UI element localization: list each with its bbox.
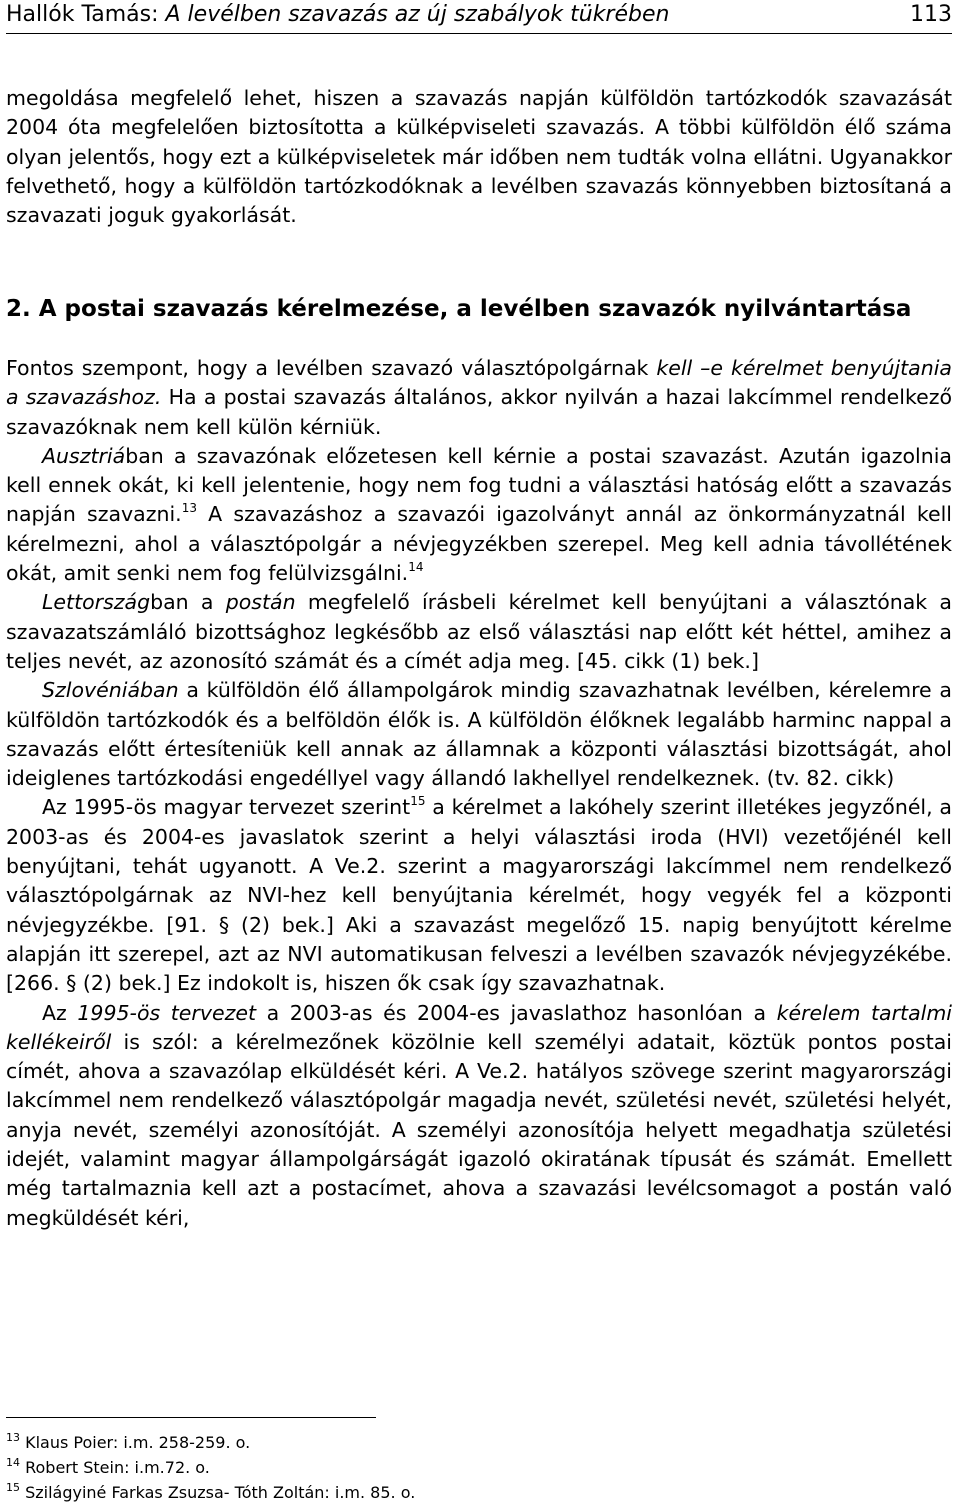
header-author: Hallók Tamás:: [6, 2, 159, 27]
footnote-13: [6, 1430, 415, 1455]
footnote-number: 13: [6, 1431, 20, 1444]
text-span: A szavazáshoz a szavazói igazolványt annál az önkormányzatnál kell kérelmezni, ahol a választópolgár a névjegyzékben szerepel. Meg kell adnia távollétének okát, amit senki nem fog felülvizsgálni.: [6, 502, 952, 586]
footnote-ref-15[interactable]: 15: [410, 794, 426, 809]
paragraph-latvia: [6, 588, 952, 676]
italic-span: 1995-ös tervezet: [77, 1000, 256, 1025]
italic-span: Ausztriá: [42, 443, 126, 468]
page-number: 113: [910, 2, 952, 27]
footnote-ref-14[interactable]: 14: [408, 560, 424, 575]
text-span: a 2003-as és 2004-es javaslathoz hasonlóan a: [256, 1000, 777, 1025]
footnote-text: Szilágyiné Farkas Zsuzsa- Tóth Zoltán: i.m. 85. o.: [25, 1483, 416, 1502]
section-heading: 2. A postai szavazás kérelmezése, a levélben szavazók nyilvántartása: [6, 296, 912, 322]
paragraph-hungarian-draft: [6, 793, 952, 998]
header-title: [6, 2, 669, 27]
paragraph-request: [6, 354, 952, 442]
intro-paragraph: megoldása megfelelő lehet, hiszen a szavazás napján külföldön tartózkodók szavazását 2004 óta megfelelően biztosította a külképviseleti szavazás. A többi külföldön élő száma olyan jelentős, hogy ezt a külképviseletek már időben nem tudták volna ellátni. Ugyanakkor felvethető, hogy a külföldön tartózkodóknak a levélben szavazás könnyebben biztosítaná a szavazati joguk gyakorlását.: [6, 86, 952, 228]
footnote-text: Klaus Poier: i.m. 258-259. o.: [25, 1433, 251, 1452]
text-span: ban a szavazónak előzetesen kell kérnie a postai szavazást. Azután igazolnia kell ennek okát, ki kell jelentenie, hogy nem fog tudni a választási hatóság előtt a szavazás napján szavazni.: [6, 443, 952, 527]
footnote-text: Robert Stein: i.m.72. o.: [25, 1458, 210, 1477]
text-span: Ha a postai szavazás általános, akkor nyilván a hazai lakcímmel rendelkező szavazóknak nem kell külön kérniük.: [6, 385, 953, 439]
italic-span: kérelem tartalmi kellékeiről: [6, 1000, 952, 1054]
intro-block: [6, 84, 952, 230]
text-span: Az: [42, 1000, 78, 1025]
text-span: Az 1995-ös magyar tervezet szerint: [42, 795, 411, 820]
footnote-ref-13[interactable]: 13: [181, 501, 197, 516]
footnote-separator: [6, 1417, 376, 1418]
italic-span: kell –e kérelmet benyújtania a szavazáshoz.: [6, 356, 952, 410]
text-span: Fontos szempont, hogy a levélben szavazó választópolgárnak: [6, 356, 657, 380]
footnote-number: 15: [6, 1481, 20, 1494]
paragraph-slovenia: [6, 676, 952, 793]
text-span: is szól: a kérelmezőnek közölnie kell személyi adatait, köztük pontos postai címét, ahova a szavazólap elküldését kéri. A Ve.2. hatályos szövege szerint magyarországi lakcímmel nem rendelkező választópolgár magadja nevét, születési nevét, születési helyét, anyja nevét, személyi azonosítóját. A személyi azonosítója helyett megadhatja születési idejét, valamint magyar állampolgárságát igazoló okiratának típusát és számát. Emellett még tartalmaznia kell azt a postacímet, ahova a szavazási levélcsomagot a postán való megküldését kéri,: [6, 1029, 952, 1230]
paragraph-austria: [6, 442, 952, 588]
footnote-15: [6, 1480, 415, 1505]
running-header: [6, 0, 952, 34]
footnote-14: [6, 1455, 415, 1480]
header-article-title: A levélben szavazás az új szabályok tükrében: [165, 2, 670, 27]
text-span: a kérelmet a lakóhely szerint illetékes jegyzőnél, a 2003-as és 2004-es javaslatok szerint a helyi választási iroda (HVI) vezetőjénél kell benyújtani, tehát ugyanott. A Ve.2. szerint a magyarországi lakcímmel nem rendelkező választópolgárnak az NVI-hez kell benyújtania kérelmét, hogy vegyék fel a központi névjegyzékbe. [91. § (2) bek.] Aki a szavazást megelőző 15. napig benyújtott kérelme alapján itt szerepel, azt az NVI automatikusan felveszi a levélben szavazók névjegyzékébe. [266. § (2) bek.] Ez indokolt is, hiszen ők csak így szavazhatnak.: [6, 795, 952, 996]
italic-span: Lettország: [42, 590, 151, 615]
text-span: a külföldön élő állampolgárok mindig szavazhatnak levélben, kérelemre a külföldön tartózkodók és a belföldön élők is. A külföldön élőknek legalább harminc nappal a szavazás előtt értesíteniük kell annak az államnak a központi választási bizottságát, ahol ideiglenes tartózkodási engedéllyel vagy állandó lakhellyel rendelkeznek. (tv. 82. cikk): [6, 678, 952, 791]
text-span: megfelelő írásbeli kérelmet kell benyújtani a választónak a szavazatszámláló bizottsághoz legkésőbb az első választási nap előtt két héttel, amihez a teljes nevét, az azonosító számát és a címét adja meg. [45. cikk (1) bek.]: [6, 590, 952, 673]
section-body: [6, 354, 952, 1233]
paragraph-request-contents: [6, 999, 952, 1233]
italic-span: Szlovéniában: [42, 678, 179, 703]
footnote-number: 14: [6, 1456, 20, 1469]
italic-span: postán: [225, 590, 296, 615]
text-span: ban a: [150, 590, 226, 615]
footnotes: [6, 1430, 415, 1505]
